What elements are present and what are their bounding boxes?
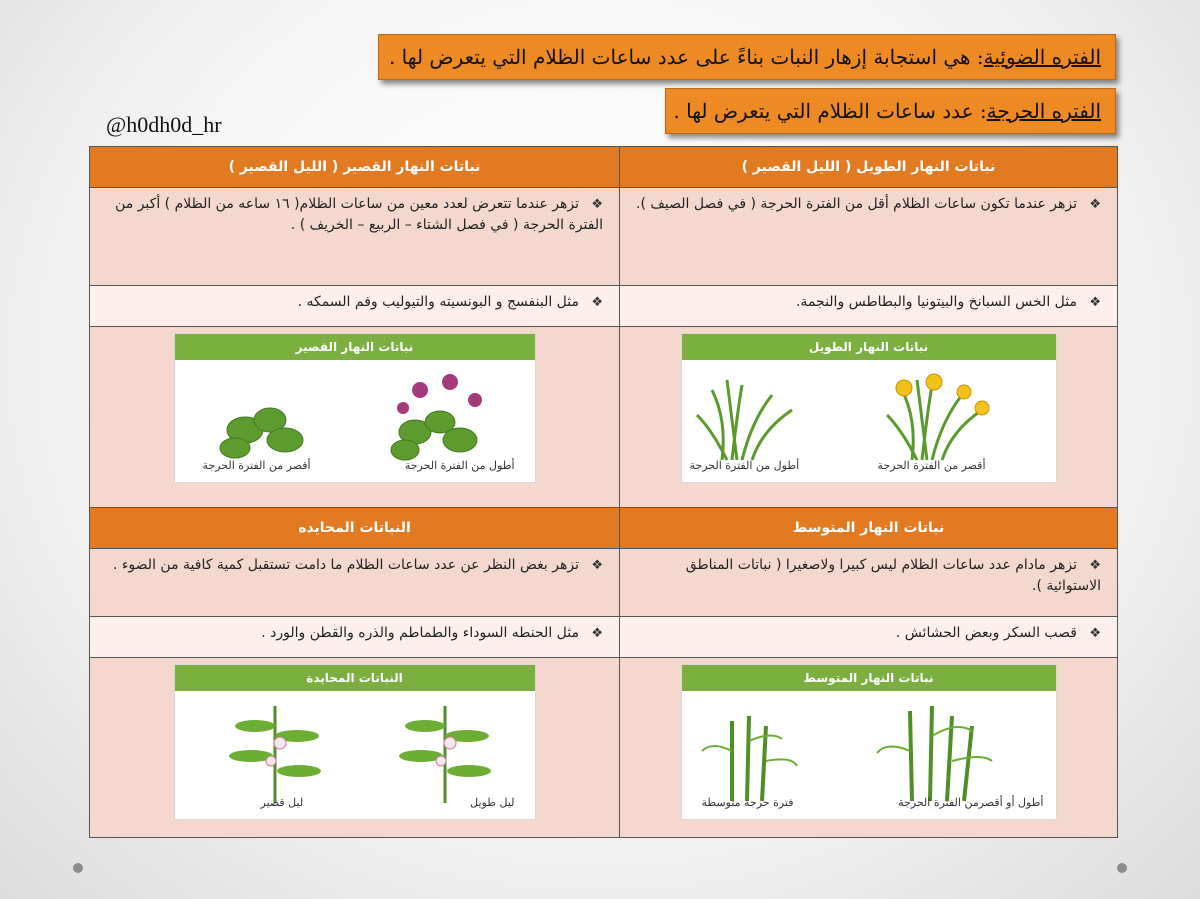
neutral-image-title: النباتات المحايدة <box>175 665 535 691</box>
critical-period-text: : عدد ساعات الظلام التي يتعرض لها . <box>673 99 987 123</box>
neutral-caption-right: ليل طويل <box>470 795 515 809</box>
intermediate-description-cell <box>620 549 1118 617</box>
intermediate-image-title: نباتات النهار المتوسط <box>682 665 1056 691</box>
neutral-description: تزهر بغض النظر عن عدد ساعات الظلام ما دامت تستقبل كمية كافية من الضوء . <box>112 557 579 573</box>
intermediate-description: تزهر مادام عدد ساعات الظلام ليس كبيرا ولاصغيرا ( نباتات المناطق الاستوائية ). <box>685 557 1101 594</box>
critical-period-definition <box>665 88 1116 134</box>
bullet-icon: ❖ <box>1089 197 1101 212</box>
intermediate-examples-cell <box>620 617 1118 658</box>
long-day-description-cell <box>620 188 1118 286</box>
bullet-icon: ❖ <box>1089 558 1101 573</box>
intermediate-image-cell <box>620 658 1118 838</box>
long-day-description: تزهر عندما تكون ساعات الظلام أقل من الفترة الحرجة ( في فصل الصيف ). <box>636 196 1077 212</box>
long-day-plant-illustration <box>681 333 1057 483</box>
bullet-icon: ❖ <box>1089 626 1101 641</box>
short-day-caption-right: أطول من الفترة الحرجة <box>404 458 515 472</box>
short-day-examples-cell <box>90 286 620 327</box>
plant-types-table <box>89 146 1118 838</box>
short-day-image-title: نباتات النهار القصير <box>175 334 535 360</box>
intermediate-caption-left: فترة حرجة متوسطة <box>701 795 794 809</box>
short-day-plant-illustration <box>174 333 536 483</box>
author-handle: @h0dh0d_hr <box>106 112 222 137</box>
bullet-icon: ❖ <box>591 558 603 573</box>
long-day-caption-right: أقصر من الفترة الحرجة <box>877 458 986 472</box>
long-day-image-cell <box>620 327 1118 508</box>
slide-dot-left <box>73 863 83 873</box>
short-day-header: نباتات النهار القصير ( الليل القصير ) <box>90 147 620 188</box>
intermediate-caption-right: أطول أو أقصرمن الفترة الحرجة <box>898 795 1044 809</box>
photoperiod-definition <box>378 34 1116 80</box>
long-day-examples-cell <box>620 286 1118 327</box>
short-day-caption-left: أقصر من الفترة الحرجة <box>202 458 311 472</box>
short-day-description: تزهر عندما تتعرض لعدد معين من ساعات الظلام( ١٦ ساعه من الظلام ) أكبر من الفترة الحرجة ( في فصل الشتاء – الربيع – الخريف ) . <box>115 196 603 233</box>
photoperiod-text: : هي استجابة إزهار النبات بناءً على عدد ساعات الظلام التي يتعرض لها . <box>388 45 984 69</box>
neutral-image-cell <box>90 658 620 838</box>
long-day-header: نباتات النهار الطويل ( الليل القصير ) <box>620 147 1118 188</box>
bullet-icon: ❖ <box>591 197 603 212</box>
long-day-examples: مثل الخس السبانخ والبيتونيا والبطاطس والنجمة. <box>795 294 1077 310</box>
slide-dot-right <box>1117 863 1127 873</box>
neutral-examples-cell <box>90 617 620 658</box>
short-day-examples: مثل البنفسج و البونسيته والتيوليب وفم السمكه . <box>297 294 579 310</box>
neutral-plant-illustration <box>174 664 536 820</box>
short-day-description-cell <box>90 188 620 286</box>
critical-period-term: الفتره الحرجة <box>986 99 1101 123</box>
neutral-description-cell <box>90 549 620 617</box>
neutral-caption-left: ليل قصير <box>260 795 304 809</box>
long-day-image-title: نباتات النهار الطويل <box>682 334 1056 360</box>
short-day-image-cell <box>90 327 620 508</box>
neutral-header: النباتات المحايده <box>90 508 620 549</box>
intermediate-plant-illustration <box>681 664 1057 820</box>
photoperiod-term: الفتره الضوئية <box>983 45 1101 69</box>
neutral-examples: مثل الحنطه السوداء والطماطم والذره والقطن والورد . <box>261 625 579 641</box>
intermediate-examples: قصب السكر وبعض الحشائش . <box>895 625 1077 641</box>
bullet-icon: ❖ <box>591 626 603 641</box>
intermediate-header: نباتات النهار المتوسط <box>620 508 1118 549</box>
long-day-caption-left: أطول من الفترة الحرجة <box>689 458 800 472</box>
bullet-icon: ❖ <box>1089 295 1101 310</box>
bullet-icon: ❖ <box>591 295 603 310</box>
